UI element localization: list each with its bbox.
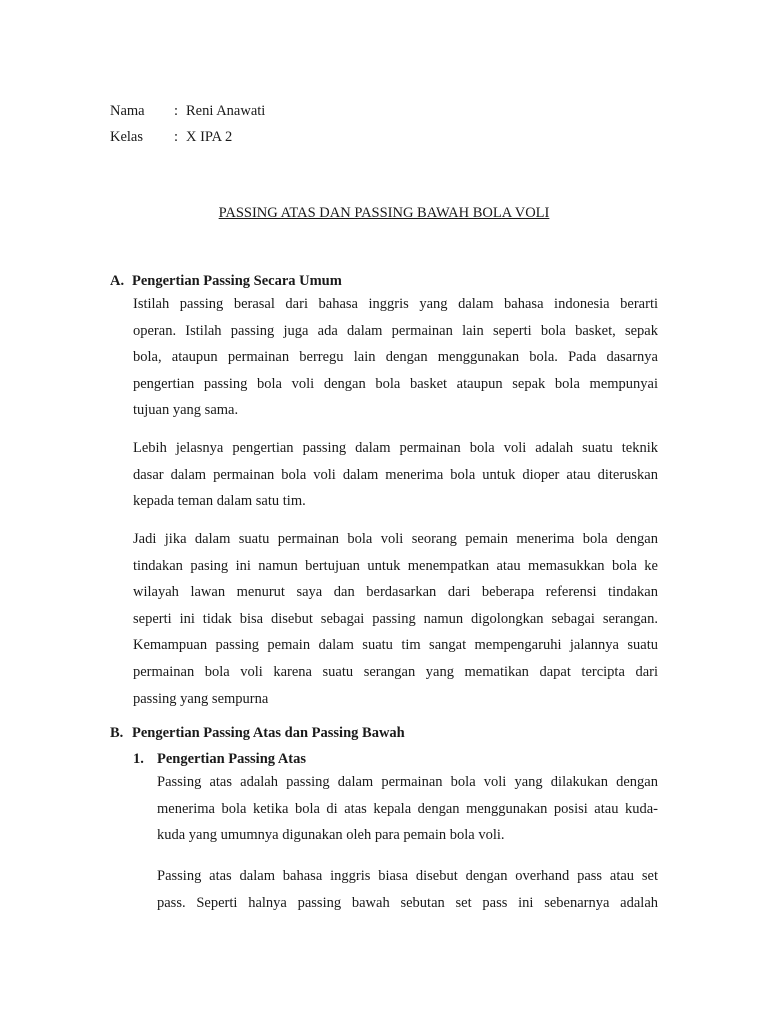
paragraph-line: menerima bola ketika bola di atas kepala dengan menggunakan posisi atau kuda- xyxy=(157,800,658,817)
paragraph-line: Lebih jelasnya pengertian passing dalam permainan bola voli adalah suatu teknik xyxy=(133,440,658,456)
paragraph-line: pengertian passing bola voli dengan bola basket ataupun sepak bola mempunyai xyxy=(133,375,658,392)
subsection-1-title: Pengertian Passing Atas xyxy=(157,751,307,767)
paragraph-line: bola, ataupun permainan berregu lain dengan menggunakan bola. Pada dasarnya xyxy=(133,349,658,366)
section-a-heading xyxy=(110,271,342,291)
paragraph-line: Passing atas adalah passing dalam permainan bola voli yang dilakukan dengan xyxy=(157,774,658,790)
name-value: Reni Anawati xyxy=(186,103,266,119)
subsection-1-number: 1. xyxy=(133,751,144,767)
subsection-1-paragraph-1 xyxy=(157,772,658,852)
paragraph-line: Istilah passing berasal dari bahasa inggris yang dalam bahasa indonesia berarti xyxy=(133,296,658,312)
section-b-heading xyxy=(110,723,405,743)
paragraph-line: Passing atas dalam bahasa inggris biasa disebut dengan overhand pass atau set xyxy=(157,868,658,884)
section-a-paragraph-1 xyxy=(133,294,658,427)
paragraph-line: wilayah lawan menurut saya dan berdasarkan dari beberapa referensi tindakan xyxy=(133,584,658,601)
subsection-1-heading xyxy=(133,749,306,769)
paragraph-line: kepada teman dalam satu tim. xyxy=(133,493,306,510)
section-b-title: Pengertian Passing Atas dan Passing Bawah xyxy=(132,725,405,741)
paragraph-line: operan. Istilah passing juga ada dalam permainan lain seperti bola basket, sepak xyxy=(133,322,658,339)
section-b-letter: B. xyxy=(110,725,124,741)
section-a-paragraph-3 xyxy=(133,529,658,715)
paragraph-line: tindakan pasing ini namun bertujuan untuk menempatkan atau memasukkan bola ke xyxy=(133,557,658,574)
paragraph-line: seperti ini tidak bisa disebut sebagai passing namun digolongkan sebagai serangan. xyxy=(133,610,658,627)
paragraph-line: kuda yang umumnya digunakan oleh para pemain bola voli. xyxy=(157,827,505,844)
paragraph-line: dasar dalam permainan bola voli dalam menerima bola untuk dioper atau diteruskan xyxy=(133,466,658,483)
paragraph-line: Kemampuan passing pemain dalam suatu tim sangat mempengaruhi jalannya suatu xyxy=(133,637,658,654)
class-label: Kelas xyxy=(110,129,144,145)
class-value: X IPA 2 xyxy=(186,129,233,145)
paragraph-line: permainan bola voli karena suatu serangan yang mematikan dapat tercipta dari xyxy=(133,663,658,680)
class-separator: : xyxy=(174,129,179,145)
name-label: Nama xyxy=(110,103,145,119)
paragraph-line: passing yang sempurna xyxy=(133,690,269,707)
paragraph-line: tujuan yang sama. xyxy=(133,402,239,419)
section-a-letter: A. xyxy=(110,273,125,289)
section-a-title: Pengertian Passing Secara Umum xyxy=(132,273,342,289)
paragraph-line: pass. Seperti halnya passing bawah sebutan set pass ini sebenarnya adalah xyxy=(157,894,658,911)
section-a-paragraph-2 xyxy=(133,438,658,518)
name-separator: : xyxy=(174,103,179,119)
paragraph-line: Jadi jika dalam suatu permainan bola voli seorang pemain menerima bola dengan xyxy=(133,531,658,547)
subsection-1-paragraph-2 xyxy=(157,866,658,919)
document-title: PASSING ATAS DAN PASSING BAWAH BOLA VOLI xyxy=(218,205,550,221)
